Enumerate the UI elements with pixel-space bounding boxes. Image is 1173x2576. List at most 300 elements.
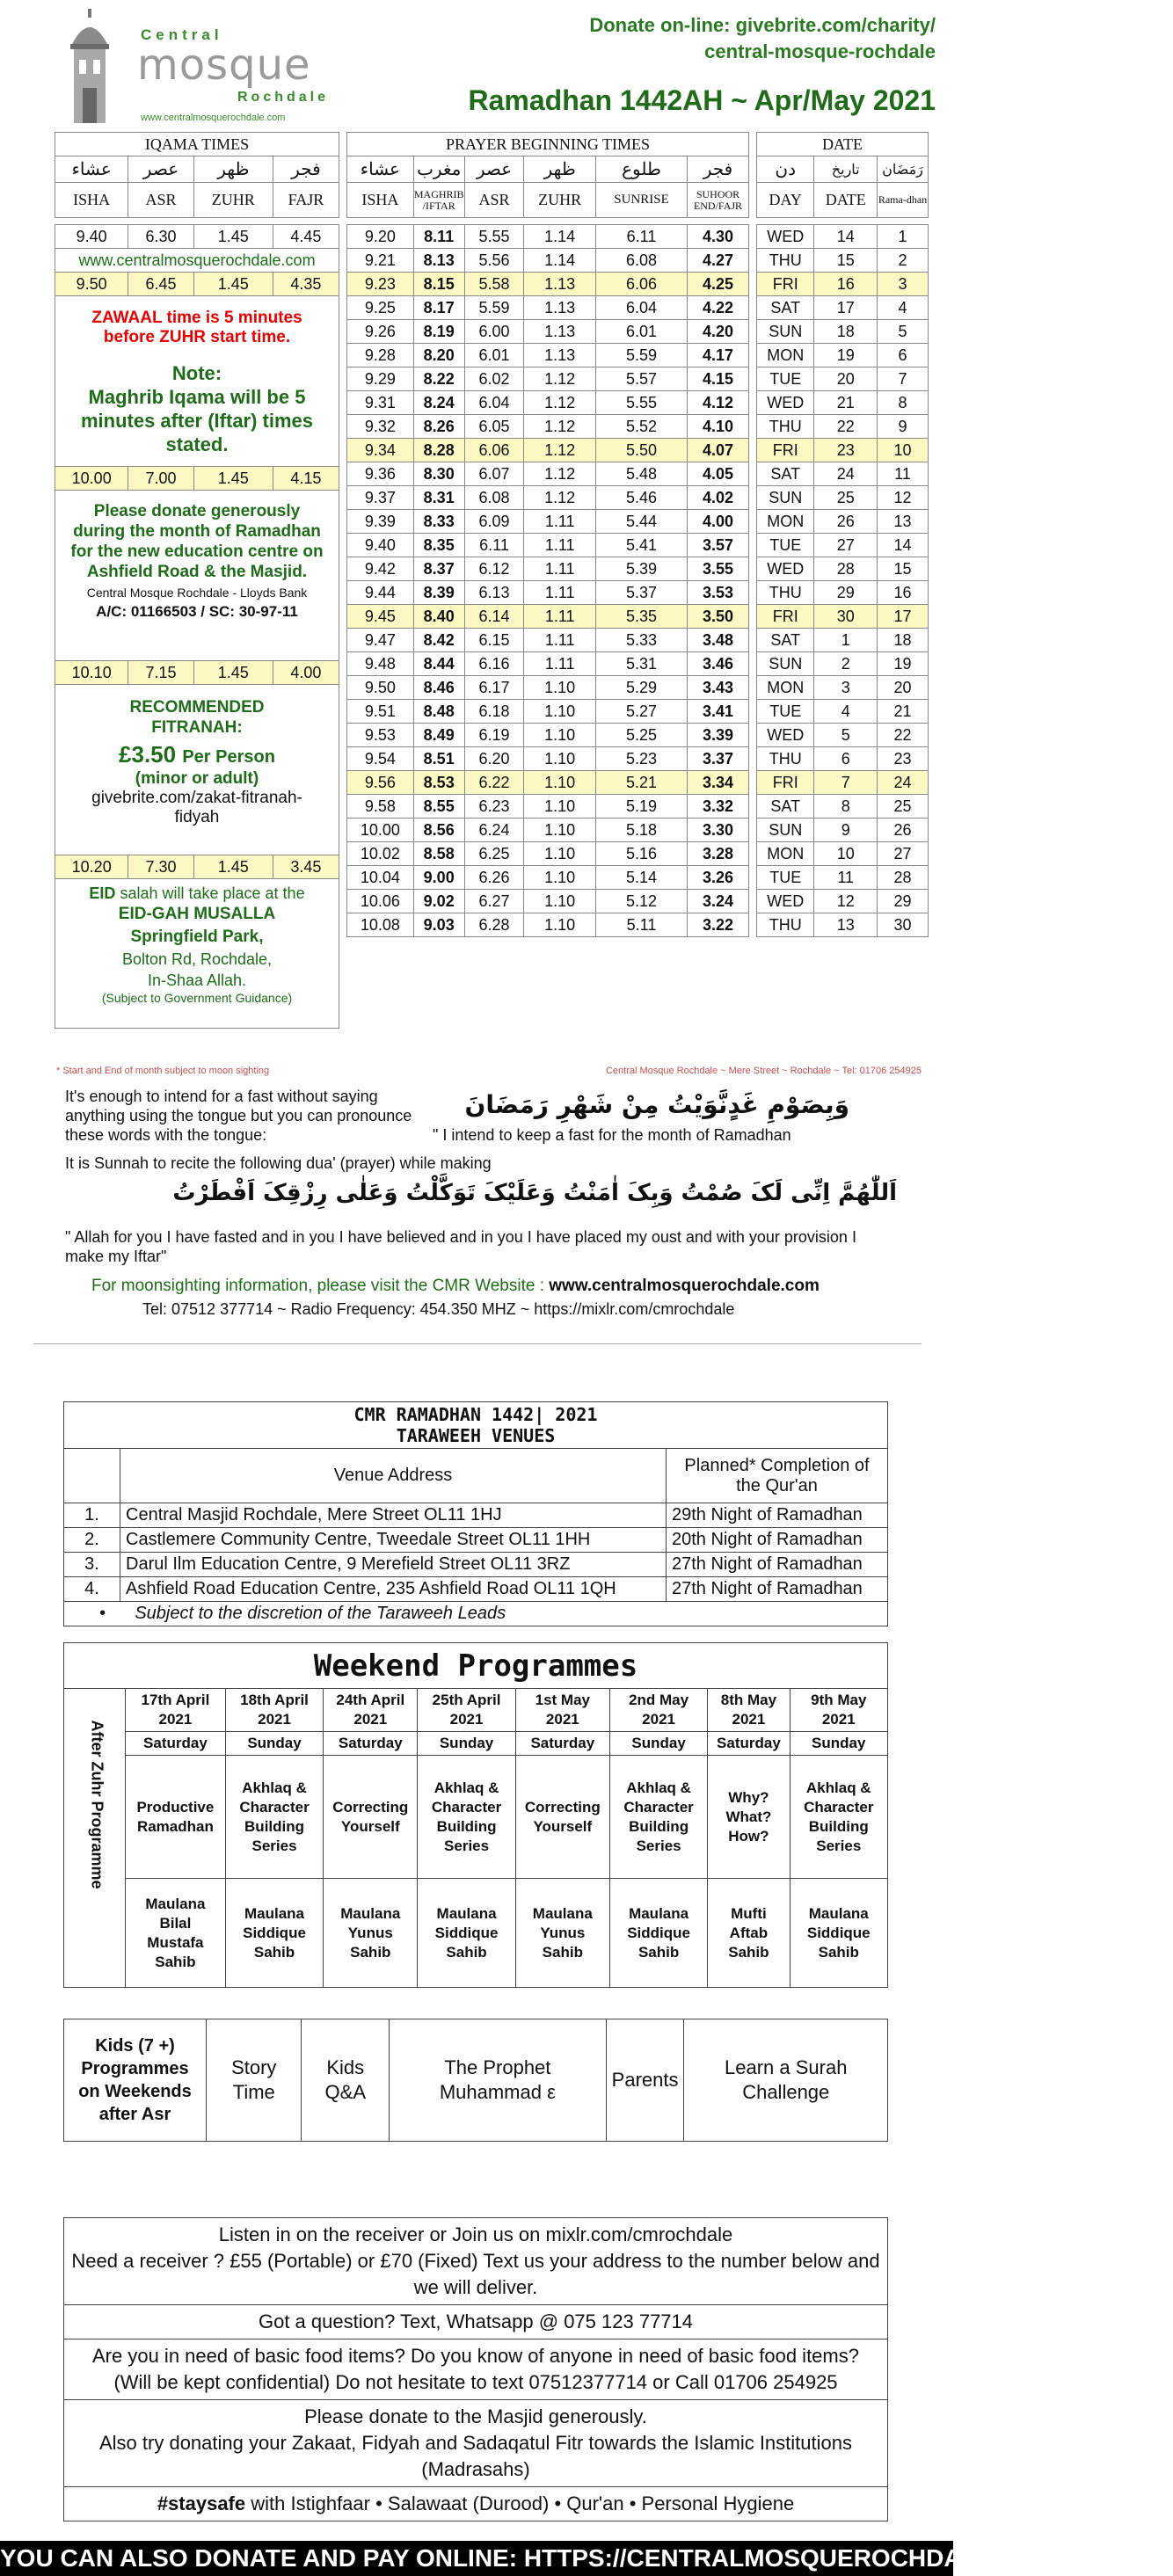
cell-zuhr: 1.13: [524, 273, 596, 296]
cell-maghrib: 8.37: [413, 557, 464, 581]
prayer-row: [347, 913, 749, 937]
cell-isha: 9.32: [347, 415, 414, 439]
donate-banner[interactable]: YOU CAN ALSO DONATE AND PAY ONLINE: HTTPS://CENTRALMOSQUEROCHDALE.COM/DONATE/: [0, 2541, 953, 2576]
cell-fajr: 3.50: [688, 605, 749, 629]
cell-date: 6: [814, 747, 878, 771]
cell-fajr: 3.32: [688, 795, 749, 819]
weekend-day: Saturday: [708, 1732, 790, 1756]
kids-item: The Prophet Muhammad ε: [390, 2019, 607, 2142]
date-ar-day: دن: [757, 156, 814, 183]
cell-date: 26: [814, 510, 878, 534]
prayer-row: [347, 724, 749, 747]
prayer-ar-zuhr: ظهر: [524, 156, 596, 183]
cell-date: 29: [814, 581, 878, 605]
cell-zuhr: 1.10: [524, 676, 596, 700]
cell-sunrise: 5.27: [596, 700, 688, 724]
cell-zuhr: 1.12: [524, 391, 596, 415]
cell-day: MON: [757, 676, 814, 700]
col-day: DAY: [757, 183, 814, 218]
cell-asr: 6.25: [464, 842, 524, 866]
cell-date: 18: [814, 320, 878, 344]
date-row: [757, 747, 929, 771]
cell-ram: 12: [878, 486, 929, 510]
kids-item: Parents: [606, 2019, 684, 2142]
cell-maghrib: 8.31: [413, 486, 464, 510]
cell-date: 24: [814, 462, 878, 486]
prayer-row: [347, 581, 749, 605]
cell-asr: 6.14: [464, 605, 524, 629]
cell-maghrib: 9.03: [413, 913, 464, 937]
cell-date: 20: [814, 367, 878, 391]
fitranah-title: RECOMMENDED FITRANAH:: [129, 698, 265, 737]
cell-date: 1: [814, 629, 878, 652]
prayer-row: [347, 534, 749, 557]
iqama-row: 9.40 6.30 1.45 4.45: [55, 225, 339, 249]
taraweeh-note: • Subject to the discretion of the Taraweeh Leads: [64, 1602, 888, 1626]
cell-asr: 5.55: [464, 225, 524, 249]
cell-day: THU: [757, 747, 814, 771]
cell-maghrib: 8.30: [413, 462, 464, 486]
cell-sunrise: 5.23: [596, 747, 688, 771]
cell-zuhr: 1.11: [524, 629, 596, 652]
cell-maghrib: 8.49: [413, 724, 464, 747]
cell-date: 16: [814, 273, 878, 296]
weekend-date: 1st May 2021: [515, 1689, 609, 1732]
weekend-date: 17th April 2021: [126, 1689, 226, 1732]
date-row: [757, 913, 929, 937]
cell-maghrib: 8.35: [413, 534, 464, 557]
cell-day: SUN: [757, 320, 814, 344]
prayer-row: [347, 415, 749, 439]
cell-zuhr: 1.11: [524, 605, 596, 629]
iqama-col-fajr: FAJR: [273, 183, 339, 218]
cell-sunrise: 5.59: [596, 344, 688, 367]
fitranah-price: £3.50 Per Person: [119, 741, 275, 768]
prayer-row: [347, 795, 749, 819]
cell-isha: 9.37: [347, 486, 414, 510]
cell-maghrib: 9.02: [413, 890, 464, 913]
cell-date: 12: [814, 890, 878, 913]
listen-info: Listen in on the receiver or Join us on mixlr.com/cmrochdale Need a receiver ? £55 (Portable) or £70 (Fixed) Text us your address to the number below and we will deliver.: [64, 2218, 888, 2305]
cell-fajr: 3.26: [688, 866, 749, 890]
weekend-speaker: Maulana Siddique Sahib: [418, 1879, 515, 1988]
cell-isha: 9.20: [347, 225, 414, 249]
cell-fajr: 3.24: [688, 890, 749, 913]
cell-isha: 9.26: [347, 320, 414, 344]
cell-maghrib: 8.55: [413, 795, 464, 819]
cell-sunrise: 6.11: [596, 225, 688, 249]
cell-isha: 9.42: [347, 557, 414, 581]
donate-online[interactable]: [589, 12, 936, 65]
cell-maghrib: 8.15: [413, 273, 464, 296]
cell-isha: 9.29: [347, 367, 414, 391]
cell-ram: 13: [878, 510, 929, 534]
cell-date: 17: [814, 296, 878, 320]
cell-asr: 6.04: [464, 391, 524, 415]
date-table: [756, 132, 929, 937]
venue-address: Ashfield Road Education Centre, 235 Ashfield Road OL11 1QH: [120, 1577, 667, 1602]
cell-ram: 23: [878, 747, 929, 771]
cmr-website-link[interactable]: www.centralmosquerochdale.com: [549, 1277, 820, 1295]
cell-isha: 9.50: [347, 676, 414, 700]
date-row: [757, 771, 929, 795]
col-completion: Planned* Completion of the Qur'an: [667, 1449, 888, 1503]
cell-day: WED: [757, 557, 814, 581]
cell-maghrib: 8.13: [413, 249, 464, 273]
prayer-row: [347, 344, 749, 367]
header: [0, 0, 953, 132]
weekend-speaker: Maulana Yunus Sahib: [515, 1879, 609, 1988]
intention-translation: " I intend to keep a fast for the month of Ramadhan: [433, 1126, 791, 1144]
cell-maghrib: 8.44: [413, 652, 464, 676]
cell-ram: 26: [878, 819, 929, 842]
cell-day: TUE: [757, 866, 814, 890]
cell-asr: 6.12: [464, 557, 524, 581]
cell-fajr: 4.00: [688, 510, 749, 534]
weekend-date: 24th April 2021: [324, 1689, 418, 1732]
footnote-address: Central Mosque Rochdale ~ Mere Street ~ Rochdale ~ Tel: 01706 254925: [605, 1066, 922, 1076]
donate-line-2[interactable]: central-mosque-rochdale: [704, 40, 936, 62]
cell-zuhr: 1.12: [524, 462, 596, 486]
weekend-topic: Akhlaq & Character Building Series: [790, 1756, 887, 1879]
cell-ram: 11: [878, 462, 929, 486]
cell-zuhr: 1.14: [524, 249, 596, 273]
cell-isha: 9.48: [347, 652, 414, 676]
cell-fajr: 4.17: [688, 344, 749, 367]
cell-isha: 10.00: [347, 819, 414, 842]
cell-zuhr: 1.11: [524, 510, 596, 534]
weekend-date: 18th April 2021: [225, 1689, 323, 1732]
prayer-row: [347, 557, 749, 581]
weekend-speaker: Maulana Siddique Sahib: [225, 1879, 323, 1988]
prayer-row: [347, 771, 749, 795]
cell-sunrise: 5.18: [596, 819, 688, 842]
website-link[interactable]: www.centralmosquerochdale.com: [55, 249, 339, 273]
cell-date: 11: [814, 866, 878, 890]
cell-asr: 6.27: [464, 890, 524, 913]
cell-date: 23: [814, 439, 878, 462]
prayer-ar-maghrib: مغرب: [413, 156, 464, 183]
iqama-ar-fajr: فجر: [273, 156, 339, 183]
donate-appeal: Please donate generously during the month of Ramadhan for the new education centre on Ashfield Road & the Masjid.: [70, 502, 324, 581]
col-venue: Venue Address: [120, 1449, 667, 1503]
cell-fajr: 3.37: [688, 747, 749, 771]
cell-isha: 9.40: [347, 534, 414, 557]
weekend-date: 25th April 2021: [418, 1689, 515, 1732]
logo-text-top: Central: [141, 26, 223, 43]
cell-zuhr: 1.10: [524, 700, 596, 724]
iqama-row: 10.20 7.30 1.45 3.45: [55, 855, 339, 879]
cell-asr: 6.01: [464, 344, 524, 367]
fitranah-url[interactable]: givebrite.com/zakat-fitranah-fidyah: [91, 789, 302, 826]
cell-zuhr: 1.12: [524, 486, 596, 510]
cell-asr: 6.06: [464, 439, 524, 462]
cell-maghrib: 8.40: [413, 605, 464, 629]
col-date: DATE: [814, 183, 878, 218]
iqama-col-zuhr: ZUHR: [193, 183, 273, 218]
cell-asr: 6.07: [464, 462, 524, 486]
cell-isha: 10.04: [347, 866, 414, 890]
cell-date: 15: [814, 249, 878, 273]
cell-day: WED: [757, 724, 814, 747]
cell-sunrise: 5.44: [596, 510, 688, 534]
cell-asr: 5.58: [464, 273, 524, 296]
date-header: DATE: [757, 133, 929, 156]
info-table: [63, 2217, 888, 2521]
col-sunrise: SUNRISE: [596, 183, 688, 218]
cell-fajr: 4.05: [688, 462, 749, 486]
venue-number: 4.: [64, 1577, 120, 1602]
venue-row: [64, 1577, 888, 1602]
iqama-ar-zuhr: ظهر: [193, 156, 273, 183]
cell-maghrib: 8.24: [413, 391, 464, 415]
cell-fajr: 3.22: [688, 913, 749, 937]
date-row: [757, 819, 929, 842]
weekend-date: 2nd May 2021: [609, 1689, 707, 1732]
weekend-day: Sunday: [609, 1732, 707, 1756]
cell-ram: 5: [878, 320, 929, 344]
cell-maghrib: 8.46: [413, 676, 464, 700]
venue-number: 1.: [64, 1503, 120, 1528]
cell-ram: 17: [878, 605, 929, 629]
cell-zuhr: 1.10: [524, 913, 596, 937]
date-row: [757, 225, 929, 249]
cell-day: MON: [757, 344, 814, 367]
eid-notice: EID salah will take place at the: [89, 884, 305, 902]
cell-maghrib: 8.48: [413, 700, 464, 724]
cell-fajr: 3.46: [688, 652, 749, 676]
cell-isha: 9.21: [347, 249, 414, 273]
cell-fajr: 4.25: [688, 273, 749, 296]
staysafe-info: #staysafe with Istighfaar • Salawaat (Durood) • Qur'an • Personal Hygiene: [64, 2487, 888, 2521]
cell-date: 4: [814, 700, 878, 724]
cell-isha: 9.47: [347, 629, 414, 652]
cell-sunrise: 5.46: [596, 486, 688, 510]
eid-place: EID-GAH MUSALLA Springfield Park,: [118, 905, 276, 946]
cell-ram: 29: [878, 890, 929, 913]
logo-text-sub: Rochdale: [237, 90, 330, 105]
prayer-row: [347, 890, 749, 913]
prayer-row: [347, 510, 749, 534]
minaret-icon: [62, 9, 123, 123]
intention-text: It's enough to intend for a fast without saying anything using the tongue but you can pronounce these words with the tongue:: [65, 1088, 412, 1144]
cell-day: SUN: [757, 652, 814, 676]
cell-date: 3: [814, 676, 878, 700]
page-title: Ramadhan 1442AH ~ Apr/May 2021: [468, 84, 936, 116]
kids-item: Learn a Surah Challenge: [684, 2019, 888, 2142]
iqama-row: 10.00 7.00 1.45 4.15: [55, 467, 339, 491]
cell-fajr: 4.27: [688, 249, 749, 273]
logo-text-main: mosque: [137, 40, 311, 90]
moonsighting-info: For moonsighting information, please visit the CMR Website : www.centralmosquerochdale.com: [91, 1277, 820, 1295]
cell-fajr: 3.30: [688, 819, 749, 842]
cell-ram: 18: [878, 629, 929, 652]
cell-fajr: 3.41: [688, 700, 749, 724]
cell-day: TUE: [757, 534, 814, 557]
cell-isha: 9.31: [347, 391, 414, 415]
cell-fajr: 4.10: [688, 415, 749, 439]
after-zuhr-label: After Zuhr Programme: [64, 1689, 126, 1988]
cell-ram: 19: [878, 652, 929, 676]
cell-sunrise: 5.31: [596, 652, 688, 676]
weekend-topic: Akhlaq & Character Building Series: [418, 1756, 515, 1879]
cell-asr: 6.17: [464, 676, 524, 700]
cell-zuhr: 1.11: [524, 557, 596, 581]
cell-isha: 9.58: [347, 795, 414, 819]
cell-fajr: 3.43: [688, 676, 749, 700]
cell-maghrib: 8.20: [413, 344, 464, 367]
cell-zuhr: 1.13: [524, 320, 596, 344]
venue-number: 2.: [64, 1528, 120, 1553]
cell-ram: 8: [878, 391, 929, 415]
venue-address: Darul Ilm Education Centre, 9 Merefield Street OL11 3RZ: [120, 1553, 667, 1577]
cell-fajr: 3.28: [688, 842, 749, 866]
venue-completion: 20th Night of Ramadhan: [667, 1528, 888, 1553]
cell-asr: 6.26: [464, 866, 524, 890]
cell-day: WED: [757, 890, 814, 913]
cell-isha: 9.28: [347, 344, 414, 367]
date-row: [757, 866, 929, 890]
cell-date: 22: [814, 415, 878, 439]
cell-fajr: 4.02: [688, 486, 749, 510]
prayer-row: [347, 273, 749, 296]
kids-label: Kids (7 +) Programmes on Weekends after Asr: [64, 2019, 207, 2142]
cell-sunrise: 5.14: [596, 866, 688, 890]
cell-ram: 21: [878, 700, 929, 724]
cell-zuhr: 1.12: [524, 415, 596, 439]
cell-asr: 5.56: [464, 249, 524, 273]
prayer-row: [347, 391, 749, 415]
cell-zuhr: 1.13: [524, 296, 596, 320]
cell-zuhr: 1.10: [524, 866, 596, 890]
prayer-row: [347, 842, 749, 866]
prayer-table: [346, 132, 749, 937]
cell-isha: 9.36: [347, 462, 414, 486]
cell-date: 21: [814, 391, 878, 415]
weekend-topic: Correcting Yourself: [515, 1756, 609, 1879]
bank-name: Central Mosque Rochdale - Lloyds Bank: [86, 586, 308, 600]
cell-zuhr: 1.12: [524, 367, 596, 391]
cell-ram: 27: [878, 842, 929, 866]
date-row: [757, 534, 929, 557]
col-suhoor: SUHOOR END/FAJR: [688, 183, 749, 218]
venue-row: [64, 1553, 888, 1577]
cell-maghrib: 8.11: [413, 225, 464, 249]
weekend-speaker: Maulana Yunus Sahib: [324, 1879, 418, 1988]
date-row: [757, 486, 929, 510]
cell-isha: 9.51: [347, 700, 414, 724]
iqama-table: [55, 132, 339, 1029]
prayer-row: [347, 629, 749, 652]
cell-maghrib: 8.53: [413, 771, 464, 795]
prayer-header: PRAYER BEGINNING TIMES: [347, 133, 749, 156]
cell-asr: 6.00: [464, 320, 524, 344]
cell-asr: 6.28: [464, 913, 524, 937]
cell-sunrise: 5.55: [596, 391, 688, 415]
cell-day: SAT: [757, 462, 814, 486]
weekend-date: 9th May 2021: [790, 1689, 887, 1732]
cell-day: THU: [757, 249, 814, 273]
cell-maghrib: 8.39: [413, 581, 464, 605]
col-zuhr: ZUHR: [524, 183, 596, 218]
kids-table: [63, 2019, 888, 2142]
cell-maghrib: 8.56: [413, 819, 464, 842]
weekend-day: Saturday: [126, 1732, 226, 1756]
cell-sunrise: 5.57: [596, 367, 688, 391]
cell-fajr: 4.12: [688, 391, 749, 415]
date-row: [757, 367, 929, 391]
cell-day: THU: [757, 415, 814, 439]
cell-day: SAT: [757, 629, 814, 652]
cell-sunrise: 5.25: [596, 724, 688, 747]
receiver-info: Need a receiver ? £55 (Portable) or £70 (Fixed) Text us your address to the number below and we will deliver.: [71, 2250, 880, 2298]
prayer-ar-asr: عصر: [464, 156, 524, 183]
cell-fajr: 3.48: [688, 629, 749, 652]
cell-isha: 10.08: [347, 913, 414, 937]
food-info: Are you in need of basic food items? Do you know of anyone in need of basic food items? (Will be kept confidential) Do not hesitate to text 07512377714 or Call 01706 254925: [64, 2340, 888, 2400]
date-row: [757, 724, 929, 747]
cell-maghrib: 8.28: [413, 439, 464, 462]
logo-url[interactable]: www.centralmosquerochdale.com: [141, 113, 286, 123]
donate-line-1[interactable]: Donate on-line: givebrite.com/charity/: [589, 14, 936, 36]
cell-fajr: 4.22: [688, 296, 749, 320]
cell-sunrise: 5.16: [596, 842, 688, 866]
cell-sunrise: 5.35: [596, 605, 688, 629]
cell-day: FRI: [757, 439, 814, 462]
cell-date: 9: [814, 819, 878, 842]
date-row: [757, 890, 929, 913]
date-row: [757, 605, 929, 629]
maghrib-note: Maghrib Iqama will be 5 minutes after (Iftar) times stated.: [80, 386, 314, 455]
cell-date: 19: [814, 344, 878, 367]
cell-ram: 25: [878, 795, 929, 819]
cell-sunrise: 5.52: [596, 415, 688, 439]
cell-date: 28: [814, 557, 878, 581]
weekend-day: Saturday: [324, 1732, 418, 1756]
col-maghrib: MAGHRIB /IFTAR: [413, 183, 464, 218]
cell-ram: 28: [878, 866, 929, 890]
cell-sunrise: 6.06: [596, 273, 688, 296]
date-row: [757, 296, 929, 320]
weekend-topic: Why? What? How?: [708, 1756, 790, 1879]
weekend-topic: Correcting Yourself: [324, 1756, 418, 1879]
cell-asr: 5.59: [464, 296, 524, 320]
prayer-row: [347, 320, 749, 344]
weekend-day: Sunday: [225, 1732, 323, 1756]
venue-row: [64, 1503, 888, 1528]
prayer-row: [347, 866, 749, 890]
iqama-col-isha: ISHA: [55, 183, 128, 218]
prayer-row: [347, 486, 749, 510]
prayer-row: [347, 249, 749, 273]
cell-ram: 24: [878, 771, 929, 795]
weekend-day: Sunday: [790, 1732, 887, 1756]
col-ramadhan: Rama-dhan: [878, 183, 929, 218]
kids-item: Story Time: [207, 2019, 302, 2142]
date-row: [757, 462, 929, 486]
cell-zuhr: 1.14: [524, 225, 596, 249]
cell-day: TUE: [757, 700, 814, 724]
cell-asr: 6.24: [464, 819, 524, 842]
sunnah-text: It is Sunnah to recite the following dua' (prayer) while making: [65, 1154, 492, 1172]
cell-ram: 16: [878, 581, 929, 605]
iqama-row: 9.50 6.45 1.45 4.35: [55, 273, 339, 296]
cell-maghrib: 8.58: [413, 842, 464, 866]
venue-number: 3.: [64, 1553, 120, 1577]
date-row: [757, 842, 929, 866]
date-row: [757, 344, 929, 367]
cell-isha: 9.53: [347, 724, 414, 747]
